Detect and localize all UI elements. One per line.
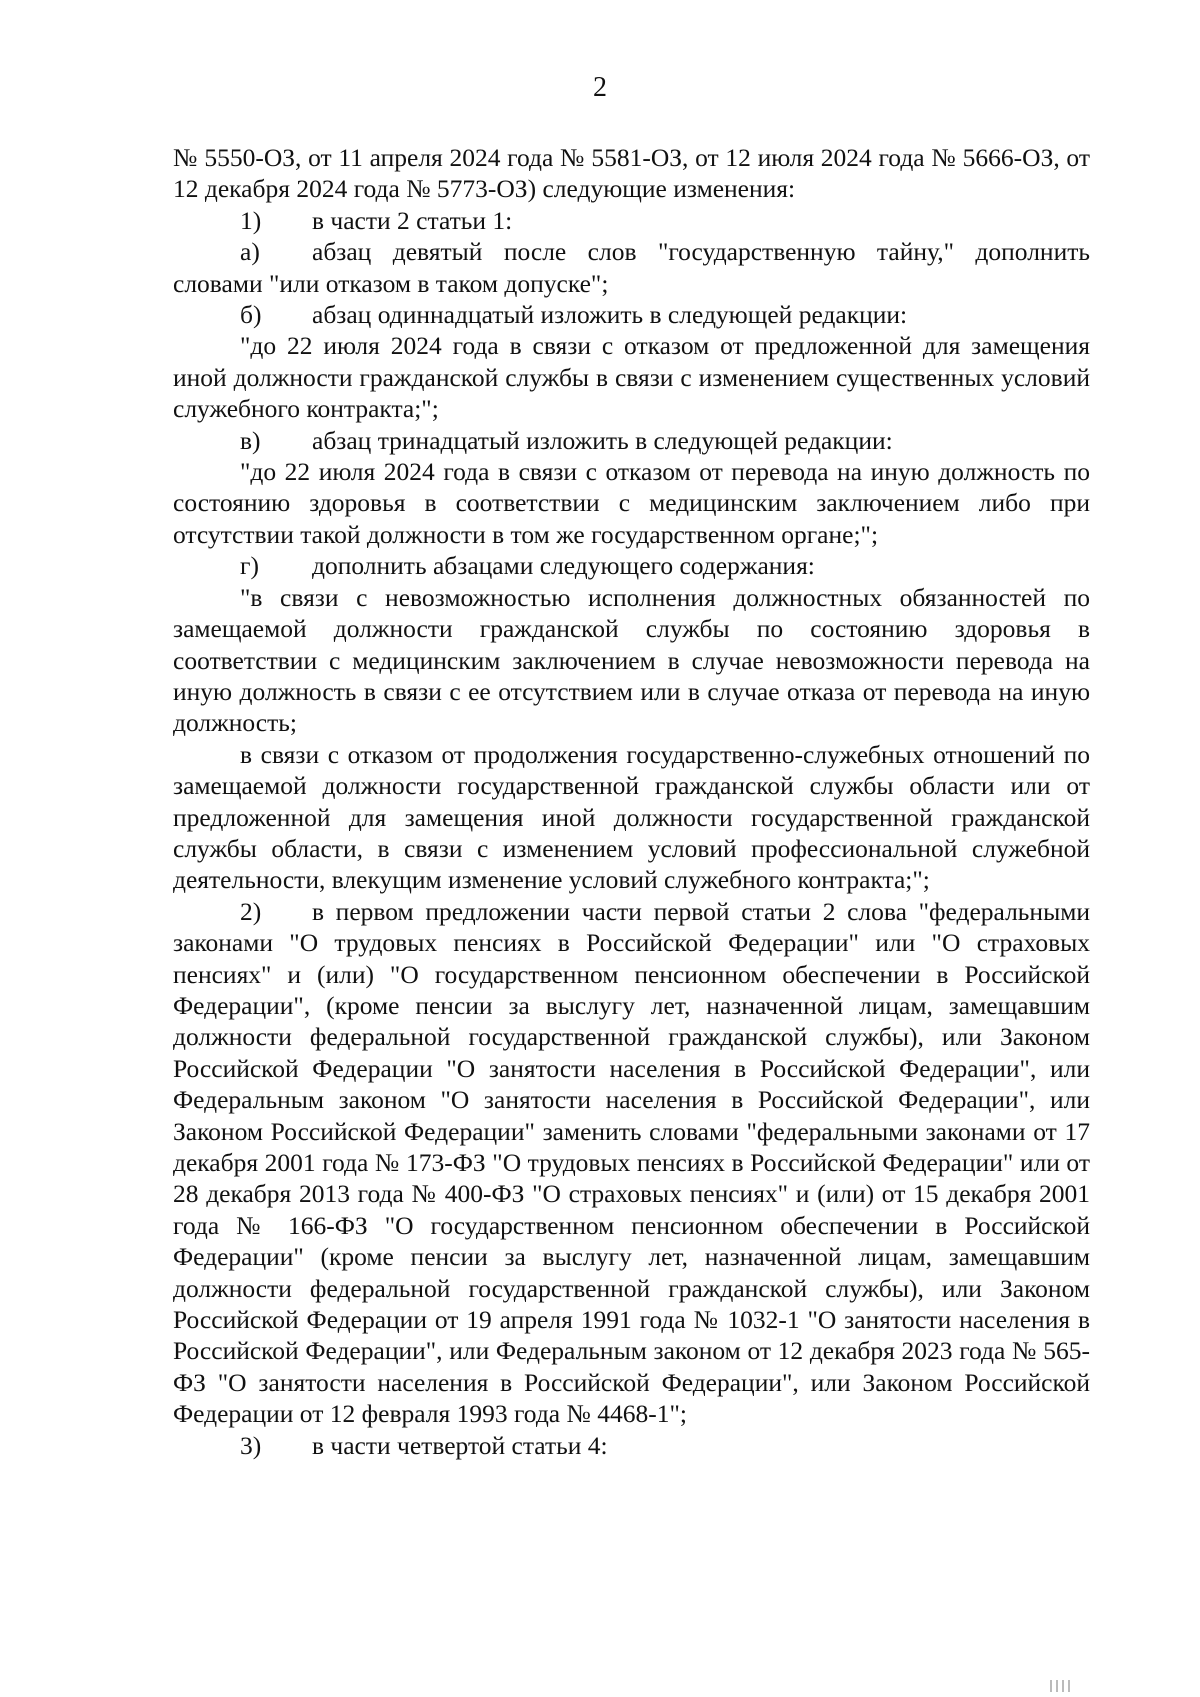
list-item-a [173, 236, 1090, 299]
list-marker: 2) [240, 896, 262, 926]
quoted-paragraph: "в связи с невозможностью исполнения должностных обязанностей по замещаемой должности гражданской службы по состоянию здоровья в соответствии с медицинским заключением в случае невозможности перевода на иную должность в связи с ее отсутствием или в случае отказа от перевода на иную должность; [173, 582, 1090, 738]
paragraph-continuation: № 5550-ОЗ, от 11 апреля 2024 года № 5581-ОЗ, от 12 июля 2024 года № 5666-ОЗ, от 12 декабря 2024 года № 5773-ОЗ) следующие изменения: [173, 143, 1090, 204]
page-number: 2 [593, 72, 607, 103]
list-item-2 [173, 896, 1090, 1430]
list-marker: в) [240, 425, 261, 455]
list-item-3 [173, 1430, 1090, 1461]
list-item-1 [173, 205, 1090, 236]
document-body [173, 142, 1090, 1461]
list-item-v [173, 425, 1090, 456]
list-item-text: в первом предложении части первой статьи 2 слова "федеральными законами "О трудовых пенсиях в Российской Федерации" или "О страховых пенсиях" и (или) "О государственном пенсионном обеспечении в Российской Федерации", (кроме пенсии за выслугу лет, назначенной лицам, замещавшим должности федеральной государственной гражданской службы), или Законом Российской Федерации "О занятости населения в Российской Федерации", или Федеральным законом "О занятости населения в Российской Федерации", или Законом Российской Федерации" заменить словами "федеральными законами от 17 декабря 2001 года № 173-ФЗ "О трудовых пенсиях в Российской Федерации" или от 28 декабря 2013 года № 400-ФЗ "О страховых пенсиях" и (или) от 15 декабря 2001 года № 166-ФЗ "О государственном пенсионном обеспечении в Российской Федерации" (кроме пенсии за выслугу лет, назначенной лицам, замещавшим должности федеральной государственной гражданской службы), или Законом Российской Федерации от 19 апреля 1991 года № 1032-1 "О занятости населения в Российской Федерации", или Федеральным законом от 12 декабря 2023 года № 565-ФЗ "О занятости населения в Российской Федерации", или Законом Российской Федерации от 12 февраля 1993 года № 4468-1"; [173, 896, 1090, 1429]
list-item-text: абзац одиннадцатый изложить в следующей редакции: [312, 300, 908, 330]
scan-artifact-marks [1050, 1679, 1090, 1693]
quoted-paragraph: "до 22 июля 2024 года в связи с отказом от перевода на иную должность по состоянию здоровья в соответствии с медицинским заключением либо при отсутствии такой должности в том же государственном органе;"; [173, 457, 1090, 549]
list-marker: 3) [240, 1430, 262, 1460]
list-marker: б) [240, 300, 262, 330]
list-item-text: абзац девятый после слов "государственную тайну," дополнить словами "или отказом в таком допуске"; [173, 237, 1090, 298]
list-marker: г) [240, 551, 259, 581]
list-marker: а) [240, 237, 260, 267]
list-marker: 1) [240, 205, 262, 235]
list-item-text: в части 2 статьи 1: [312, 205, 513, 235]
quoted-paragraph: "до 22 июля 2024 года в связи с отказом от предложенной для замещения иной должности гражданской службы в связи с изменением существенных условий служебного контракта;"; [173, 331, 1090, 424]
list-item-text: дополнить абзацами следующего содержания: [312, 551, 815, 581]
list-item-text: абзац тринадцатый изложить в следующей редакции: [312, 425, 893, 455]
list-item-text: в части четвертой статьи 4: [312, 1430, 608, 1460]
body-paragraph: в связи с отказом от продолжения государственно-служебных отношений по замещаемой должности государственной гражданской службы области или от предложенной для замещения иной должности государственной гражданской службы области, в связи с изменением условий профессиональной служебной деятельности, влекущим изменение условий служебного контракта;"; [173, 739, 1090, 895]
list-item-b [173, 299, 1090, 330]
list-item-g [173, 550, 1090, 581]
